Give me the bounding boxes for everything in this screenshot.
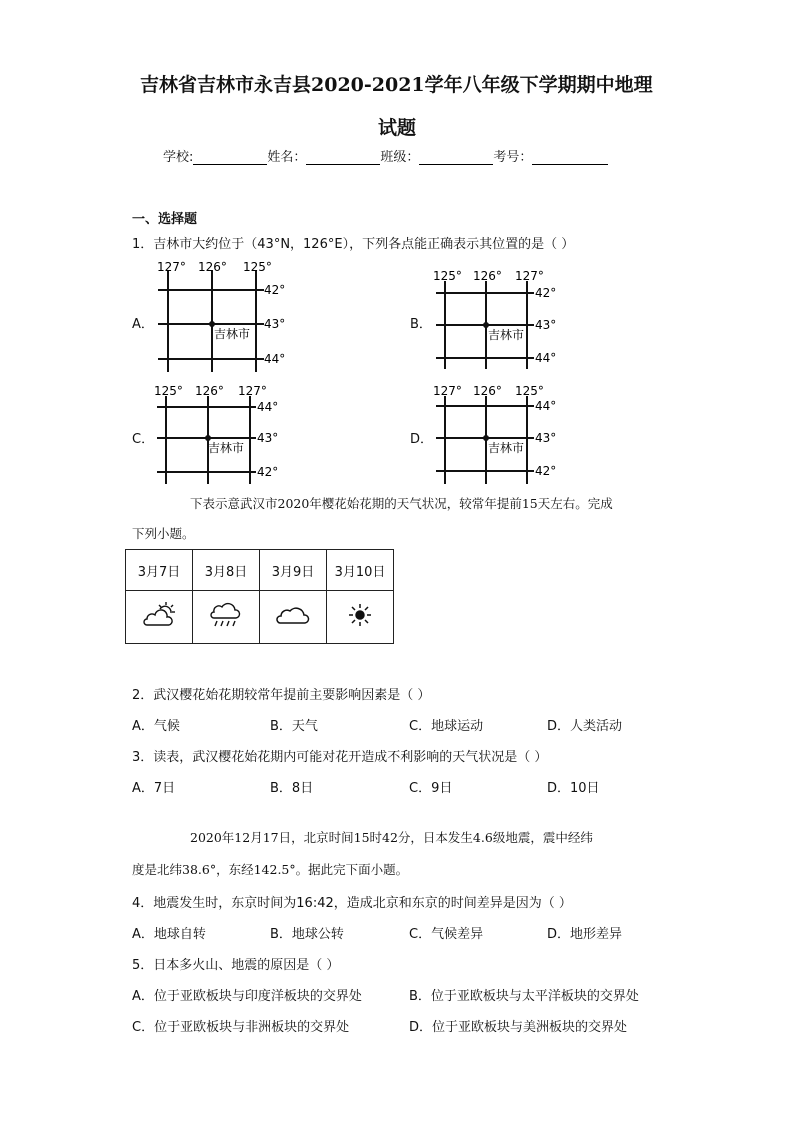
lon-label: 127° [157, 260, 186, 274]
q3-option-a[interactable]: A．7日 [132, 781, 176, 796]
q1-option-c-grid [152, 380, 302, 488]
question-4-stem: 4．地震发生时，东京时间为16:42，造成北京和东京的时间差异是因为（ ） [132, 896, 572, 911]
partly-sunny-icon [141, 601, 177, 629]
lon-label: 125° [154, 384, 183, 398]
q3-option-d[interactable]: D．10日 [547, 781, 600, 796]
q3-option-b[interactable]: B．8日 [270, 781, 314, 796]
q5-option-a[interactable]: A．位于亚欧板块与印度洋板块的交界处 [132, 989, 362, 1004]
q2-option-c[interactable]: C．地球运动 [409, 719, 484, 734]
page-title: 吉林省吉林市永吉县2020-2021学年八年级下学期期中地理 [140, 74, 653, 96]
sunny-icon [347, 602, 373, 628]
class-blank[interactable] [419, 150, 493, 165]
lat-label: 42° [535, 464, 557, 478]
q2-option-d[interactable]: D．人类活动 [547, 719, 623, 734]
q1-option-d-grid [430, 380, 580, 488]
lon-label: 126° [195, 384, 224, 398]
q1-option-b-grid [430, 265, 580, 373]
exam-no-blank[interactable] [532, 150, 608, 165]
name-blank[interactable] [306, 150, 380, 165]
city-label: 吉林市 [488, 441, 525, 455]
lat-label: 42° [535, 286, 557, 300]
q5-option-d[interactable]: D．位于亚欧板块与美洲板块的交界处 [409, 1020, 628, 1035]
weather-icon-cell [193, 591, 260, 644]
lon-label: 127° [433, 384, 462, 398]
student-info-row [163, 146, 608, 165]
lon-label: 125° [515, 384, 544, 398]
page-title-line2: 试题 [378, 117, 417, 139]
q2-option-b[interactable]: B．天气 [270, 719, 318, 734]
city-label: 吉林市 [214, 327, 251, 341]
question-1-stem: 1．吉林市大约位于（43°N，126°E），下列各点能正确表示其位置的是（ ） [132, 237, 575, 252]
lat-label: 42° [264, 283, 286, 297]
section-heading: 一、选择题 [132, 212, 198, 227]
lat-label: 44° [535, 399, 557, 413]
q4-option-d[interactable]: D．地形差异 [547, 927, 623, 942]
date-cell: 3月10日 [327, 550, 394, 591]
exam-no-label: 考号： [493, 150, 533, 165]
city-label: 吉林市 [488, 328, 525, 342]
q5-option-c[interactable]: C．位于亚欧板块与非洲板块的交界处 [132, 1020, 350, 1035]
name-label: 姓名： [267, 150, 307, 165]
lat-label: 44° [264, 352, 286, 366]
q4-option-a[interactable]: A．地球自转 [132, 927, 206, 942]
lat-label: 43° [264, 317, 286, 331]
question-2-stem: 2．武汉樱花始花期较常年提前主要影响因素是（ ） [132, 688, 431, 703]
lat-label: 44° [257, 400, 279, 414]
q1-option-d-label[interactable]: D． [410, 432, 434, 447]
lon-label: 125° [243, 260, 272, 274]
intro-paragraph-2: 2020年12月17日，北京时间15时42分，日本发生4.6级地震，震中经纬 [190, 830, 593, 845]
city-label: 吉林市 [208, 441, 245, 455]
school-label: 学校: [163, 150, 194, 165]
school-blank[interactable] [193, 150, 267, 165]
weather-icon-cell [126, 591, 193, 644]
date-cell: 3月9日 [260, 550, 327, 591]
intro-paragraph-1: 下表示意武汉市2020年樱花始花期的天气状况，较常年提前15天左右。完成 [190, 496, 613, 511]
lon-label: 127° [238, 384, 267, 398]
date-cell: 3月7日 [126, 550, 193, 591]
lat-label: 43° [535, 431, 557, 445]
lat-label: 44° [535, 351, 557, 365]
q1-option-c-label[interactable]: C． [132, 432, 155, 447]
question-5-stem: 5．日本多火山、地震的原因是（ ） [132, 958, 340, 973]
weather-table [125, 549, 394, 644]
q4-option-c[interactable]: C．气候差异 [409, 927, 484, 942]
date-cell: 3月8日 [193, 550, 260, 591]
weather-icon-cell [260, 591, 327, 644]
q3-option-c[interactable]: C．9日 [409, 781, 453, 796]
q1-option-a-grid [150, 258, 310, 378]
question-3-stem: 3．读表，武汉樱花始花期内可能对花开造成不利影响的天气状况是（ ） [132, 750, 548, 765]
lon-label: 126° [473, 384, 502, 398]
lon-label: 125° [433, 269, 462, 283]
q5-option-b[interactable]: B．位于亚欧板块与太平洋板块的交界处 [409, 989, 639, 1004]
lat-label: 43° [257, 431, 279, 445]
lat-label: 42° [257, 465, 279, 479]
weather-icon-cell [327, 591, 394, 644]
intro-paragraph-2-cont: 度是北纬38.6°，东经142.5°。据此完下面小题。 [132, 862, 409, 877]
class-label: 班级： [380, 150, 420, 165]
rain-icon [208, 600, 244, 630]
lon-label: 127° [515, 269, 544, 283]
lat-label: 43° [535, 318, 557, 332]
lon-label: 126° [198, 260, 227, 274]
lon-label: 126° [473, 269, 502, 283]
intro-paragraph-1-cont: 下列小题。 [132, 526, 195, 541]
q4-option-b[interactable]: B．地球公转 [270, 927, 344, 942]
cloudy-icon [275, 603, 311, 627]
q2-option-a[interactable]: A．气候 [132, 719, 180, 734]
q1-option-b-label[interactable]: B． [410, 317, 432, 332]
q1-option-a-label[interactable]: A． [132, 317, 154, 332]
